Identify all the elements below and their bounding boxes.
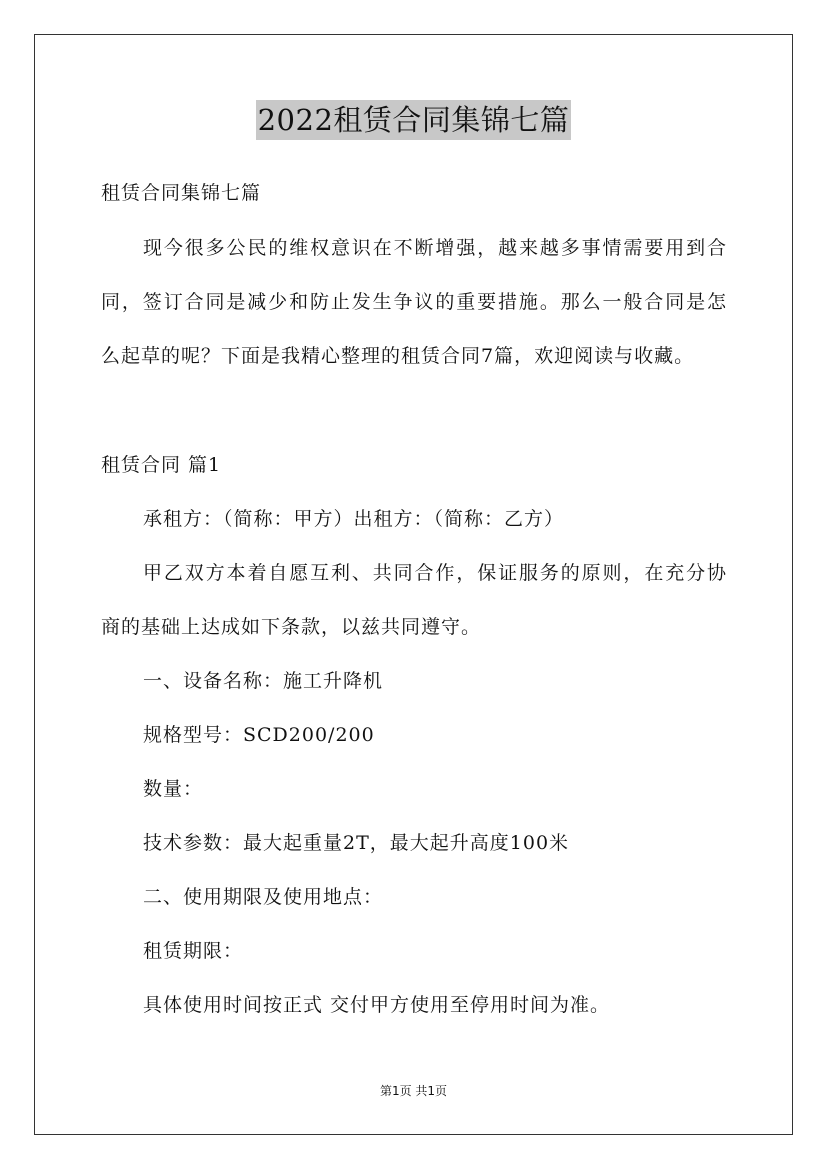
section-heading: 租赁合同 篇1 (101, 454, 222, 476)
intro-line-1: 现今很多公民的维权意识在不断增强，越来越多事情需要用到合 (143, 237, 727, 259)
principle-line-1: 甲乙双方本着自愿互利、共同合作，保证服务的原则，在充分协 (143, 562, 727, 584)
clause-term-location: 二、使用期限及使用地点： (143, 886, 384, 908)
page-footer: 第1页 共1页 (379, 1084, 448, 1098)
parties-line: 承租方：（简称：甲方）出租方：（简称：乙方） (143, 508, 565, 530)
document-subtitle: 租赁合同集锦七篇 (101, 182, 262, 204)
principle-line-2: 商的基础上达成如下条款，以兹共同遵守。 (101, 616, 482, 638)
clause-usage-time: 具体使用时间按正式 交付甲方使用至停用时间为准。 (143, 994, 611, 1016)
clause-tech-params: 技术参数：最大起重量2T，最大起升高度100米 (143, 832, 570, 854)
document-title: 2022租赁合同集锦七篇 (256, 100, 572, 140)
intro-line-2: 同，签订合同是减少和防止发生争议的重要措施。那么一般合同是怎 (101, 291, 727, 313)
clause-quantity: 数量： (143, 778, 204, 800)
intro-line-3: 么起草的呢？下面是我精心整理的租赁合同7篇，欢迎阅读与收藏。 (101, 345, 695, 367)
title-container (0, 100, 827, 140)
clause-lease-term: 租赁期限： (143, 940, 244, 962)
clause-model: 规格型号：SCD200/200 (143, 724, 375, 746)
clause-equipment-name: 一、设备名称：施工升降机 (143, 670, 384, 692)
